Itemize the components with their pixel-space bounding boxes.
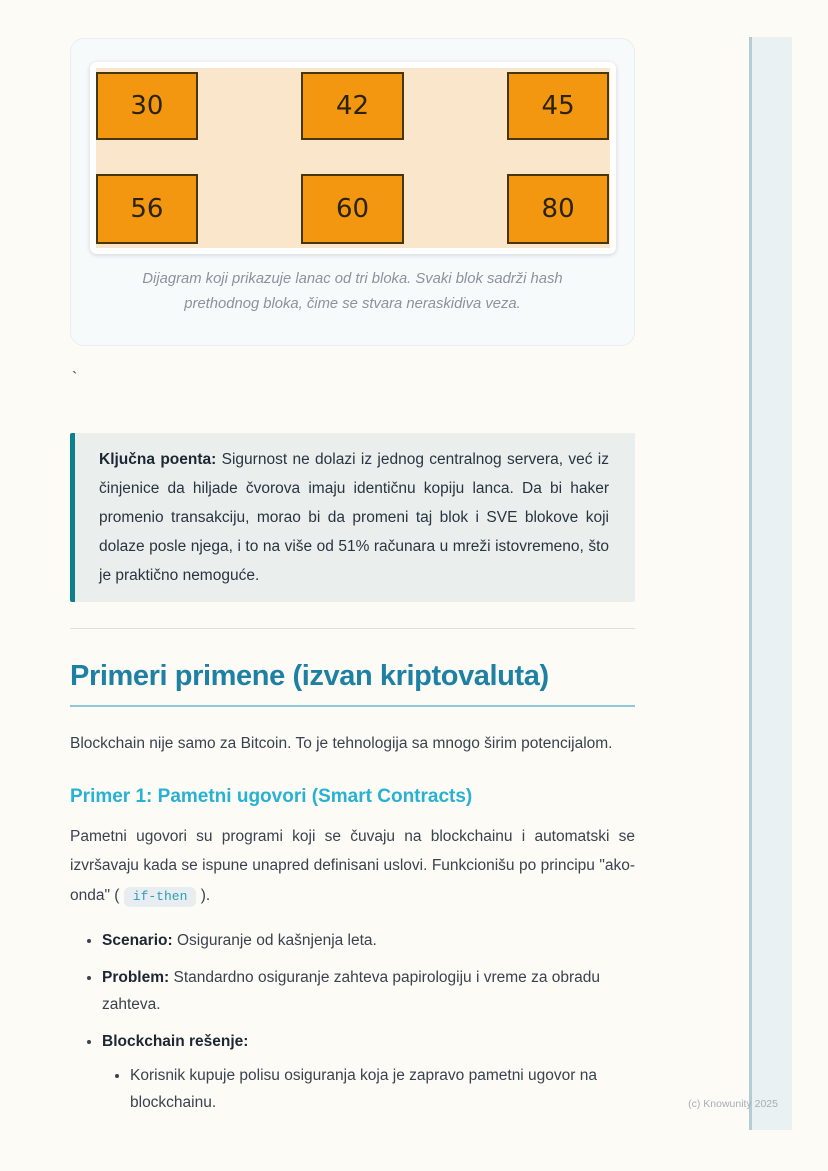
document-content	[70, 38, 635, 1126]
list-item-label: Scenario:	[102, 932, 173, 949]
diagram-block: 56	[96, 174, 199, 244]
callout-label: Ključna poenta:	[99, 451, 217, 468]
section-heading: Primeri primene (izvan kriptovaluta)	[70, 657, 635, 707]
nested-bullet-list	[102, 1062, 635, 1116]
list-item-label: Blockchain rešenje:	[102, 1033, 249, 1050]
figure-caption: Dijagram koji prikazuje lanac od tri bloka. Svaki blok sadrži hash prethodnog bloka, čime se stvara neraskidiva veza.	[142, 271, 563, 312]
figure-card	[70, 38, 635, 346]
blockchain-diagram	[96, 68, 610, 248]
list-item	[102, 964, 635, 1018]
diagram-row-top	[96, 72, 610, 140]
diagram-block: 45	[507, 72, 610, 140]
sub-heading: Primer 1: Pametni ugovori (Smart Contracts)	[70, 785, 473, 807]
list-item-text: Standardno osiguranje zahteva papirologiju i vreme za obradu zahteva.	[102, 969, 601, 1013]
scrollbar-track[interactable]	[749, 37, 792, 1130]
smart-contracts-text-after: ).	[200, 886, 211, 904]
diagram-gap-strip	[96, 140, 610, 174]
bullet-list	[70, 927, 635, 1116]
diagram-block: 42	[301, 72, 404, 140]
blockchain-diagram-image	[90, 62, 616, 254]
callout-text: Sigurnost ne dolazi iz jednog centralnog servera, već iz činjenice da hiljade čvorova imaju identičnu kopiju lanca. Da bi haker promenio transakciju, morao bi da promeni taj blok i SVE blokove koji dolaze posle njega, i to na više od 51% računara u mreži istovremeno, što je praktično nemoguće.	[99, 451, 609, 584]
section-divider	[70, 628, 635, 629]
smart-contracts-paragraph	[70, 822, 635, 912]
nested-list-item: • Korisnik kupuje polisu osiguranja koja je zapravo pametni ugovor na blockchainu.	[130, 1062, 635, 1116]
intro-paragraph: Blockchain nije samo za Bitcoin. To je tehnologija sa mnogo širim potencijalom.	[70, 735, 613, 752]
copyright-watermark: (c) Knowunity 2025	[688, 1098, 778, 1110]
key-point-callout	[70, 433, 635, 602]
callout-paragraph	[99, 445, 609, 590]
list-item	[102, 1028, 635, 1116]
smart-contracts-text: Pametni ugovori su programi koji se čuvaju na blockchainu i automatski se izvršavaju kada se ispune unapred definisani uslovi. Funkcionišu po principu "ako-onda" (	[70, 827, 635, 904]
list-item-text: Osiguranje od kašnjenja leta.	[176, 932, 377, 949]
diagram-block: 80	[507, 174, 610, 244]
list-item-label: Problem:	[102, 969, 170, 986]
diagram-block: 60	[301, 174, 404, 244]
inline-code-chip: if-then	[124, 887, 197, 907]
diagram-row-bottom	[96, 174, 610, 244]
diagram-block: 30	[96, 72, 199, 140]
list-item	[102, 927, 635, 954]
stray-backtick-text: `	[72, 370, 78, 387]
